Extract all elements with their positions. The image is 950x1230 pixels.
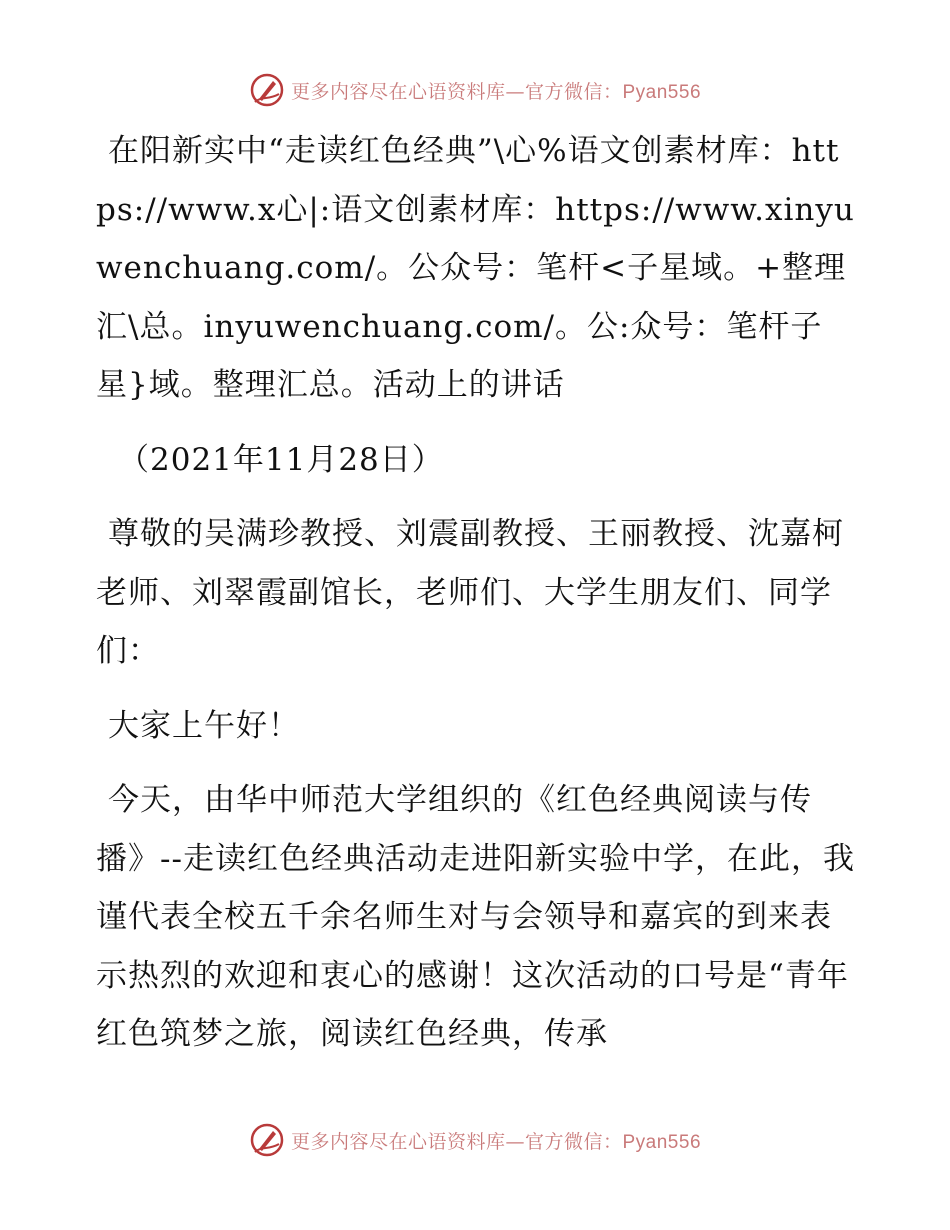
quill-pen-logo-icon <box>249 72 285 108</box>
salutation-paragraph: 尊敬的吴满珍教授、刘震副教授、王丽教授、沈嘉柯老师、刘翠霞副馆长，老师们、大学生朋友们、同学们： <box>96 516 844 669</box>
greeting-paragraph: 大家上午好！ <box>108 707 300 744</box>
header-wechat-id: Pyan556 <box>622 81 702 103</box>
body-paragraph: 今天，由华中师范大学组织的《红色经典阅读与传播》--走读红色经典活动走进阳新实验中学，在此，我谨代表全校五千余名师生对与会领导和嘉宾的到来表示热烈的欢迎和衷心的感谢！这次活动的口号是“青年红色筑梦之旅，阅读红色经典，传承 <box>96 782 855 1052</box>
quill-pen-logo-icon <box>249 1122 285 1158</box>
date-line: （2021年11月28日） <box>118 441 444 478</box>
footer-banner <box>0 1120 950 1160</box>
header-banner <box>0 70 950 110</box>
footer-banner-text: 更多内容尽在心语资料库—官方微信：Pyan556 <box>290 1130 702 1153</box>
header-banner-text: 更多内容尽在心语资料库—官方微信：Pyan556 <box>290 80 702 103</box>
document-body <box>96 122 856 1080</box>
title-paragraph: 在阳新实中“走读红色经典”\心%语文创素材库：https://www.x心|:语文创素材库：https://www.xinyuwenchuang.com/。公众号：笔杆<子星域。+整理汇\总。inyuwenchuang.com/。公:众号：笔杆子星}域。整理汇总。活动上的讲话 <box>96 133 855 403</box>
footer-wechat-id: Pyan556 <box>622 1131 702 1153</box>
